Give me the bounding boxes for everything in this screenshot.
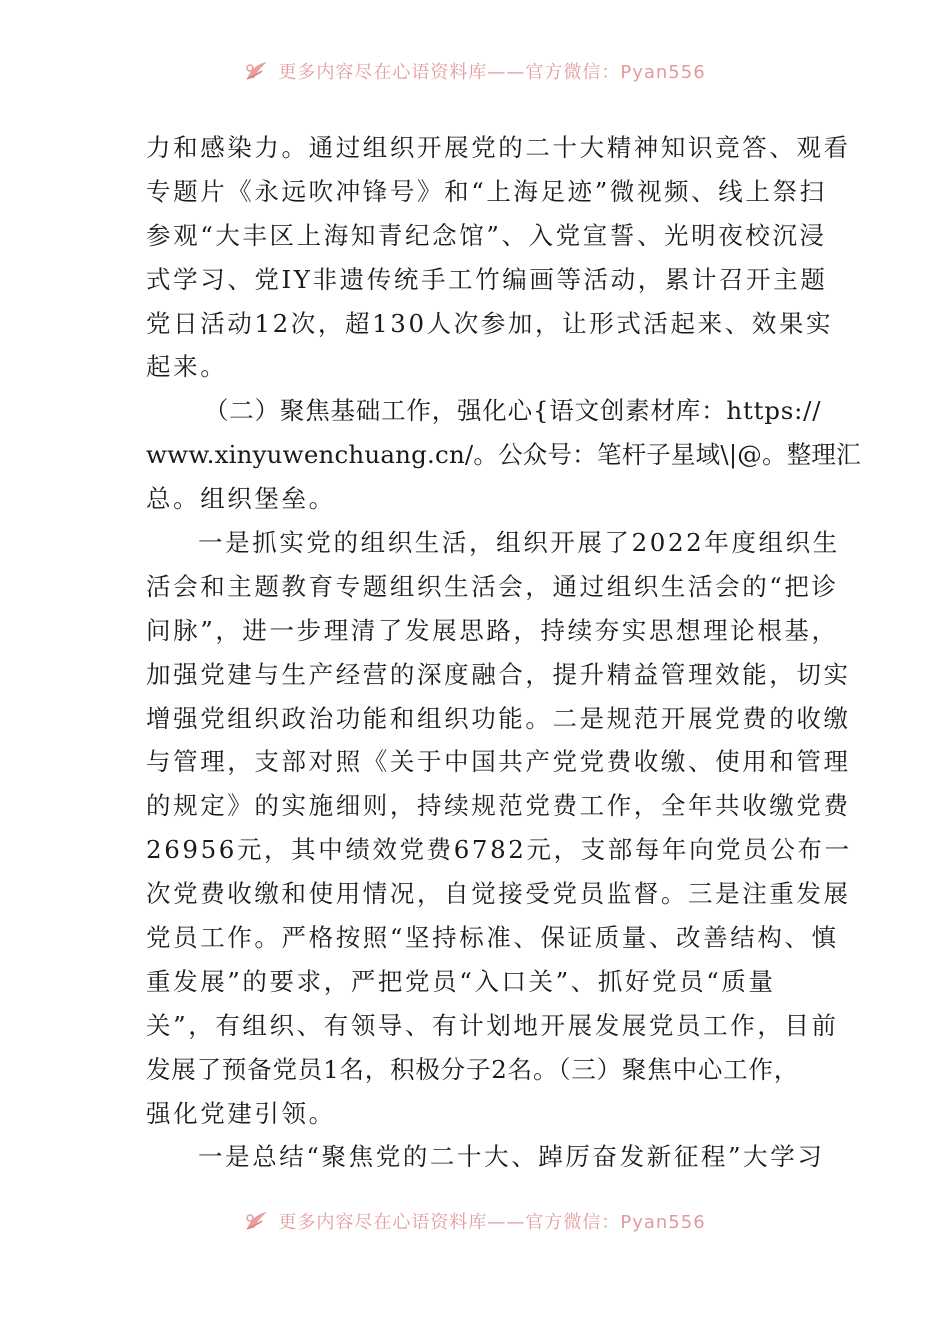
section-heading-2: （二）聚焦基础工作，强化心{语文创素材库：https://: [204, 396, 822, 426]
text-line: 党日活动12次，超130人次参加，让形式活起来、效果实: [146, 308, 834, 338]
text-line: 关”，有组织、有领导、有计划地开展发展党员工作，目前: [146, 1010, 839, 1040]
text-line: 总。组织堡垒。: [146, 484, 336, 514]
text-line: 式学习、党IY非遗传统手工竹编画等活动，累计召开主题: [146, 264, 828, 294]
text-line: 增强党组织政治功能和组织功能。二是规范开展党费的收缴: [146, 703, 851, 733]
text-line: 参观“大丰区上海知青纪念馆”、入党宣誓、光明夜校沉浸: [146, 220, 827, 250]
text-line: 专题片《永远吹冲锋号》和“上海足迹”微视频、线上祭扫: [146, 176, 827, 206]
document-body: [146, 126, 861, 1179]
text-line: 党员工作。严格按照“坚持标准、保证质量、改善结构、慎: [146, 923, 839, 953]
red-feather-logo-icon: [244, 1209, 270, 1233]
text-line: 活会和主题教育专题组织生活会，通过组织生活会的“把诊: [146, 571, 839, 601]
text-line: 次党费收缴和使用情况，自觉接受党员监督。三是注重发展: [146, 879, 851, 909]
paragraph-start: 一是抓实党的组织生活，组织开展了2022年度组织生: [198, 528, 840, 558]
footer-watermark: [0, 1206, 950, 1236]
header-watermark: [0, 56, 950, 86]
paragraph-start: 一是总结“聚焦党的二十大、踔厉奋发新征程”大学习: [198, 1142, 825, 1172]
text-line: 发展了预备党员1名，积极分子2名。（三）聚焦中心工作，: [146, 1054, 800, 1084]
text-line: 与管理，支部对照《关于中国共产党党费收缴、使用和管理: [146, 747, 851, 777]
text-line: 的规定》的实施细则，持续规范党费工作，全年共收缴党费: [146, 791, 851, 821]
text-line: 问脉”，进一步理清了发展思路，持续夯实思想理论根基，: [146, 615, 839, 645]
watermark-text: 更多内容尽在心语资料库——官方微信：Pyan556: [278, 1212, 706, 1233]
red-feather-logo-icon: [244, 59, 270, 83]
text-line-url: www.xinyuwenchuang.cn/。公众号：笔杆子星域\|@。整理汇: [146, 440, 861, 470]
text-line: 起来。: [146, 352, 228, 382]
text-line: 重发展”的要求，严把党员“入口关”、抓好党员“质量: [146, 966, 776, 996]
text-line: 强化党建引领。: [146, 1098, 336, 1128]
watermark-text: 更多内容尽在心语资料库——官方微信：Pyan556: [278, 62, 706, 83]
text-line: 26956元，其中绩效党费6782元，支部每年向党员公布一: [146, 835, 852, 865]
text-line: 力和感染力。通过组织开展党的二十大精神知识竞答、观看: [146, 133, 851, 162]
text-line: 加强党建与生产经营的深度融合，提升精益管理效能，切实: [146, 659, 851, 689]
